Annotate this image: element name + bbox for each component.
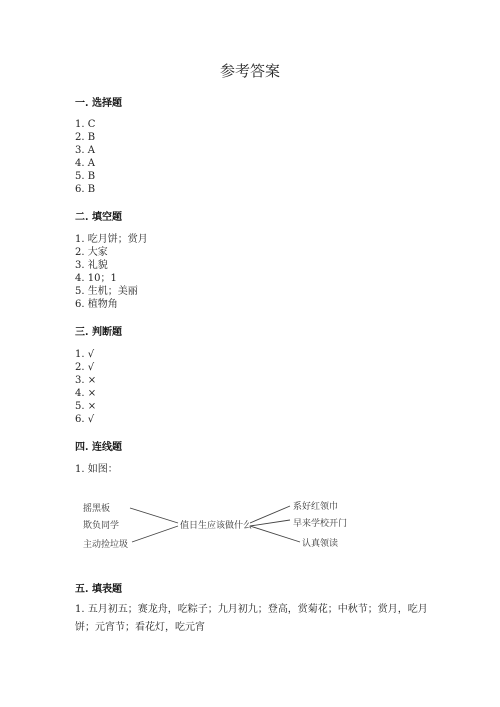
answer-item: 2. B (75, 132, 96, 143)
section-heading-true-false: 三. 判断题 (75, 327, 122, 338)
answer-item: 5. 生机；美丽 (75, 286, 138, 297)
left-item: 主动捡垃圾 (83, 540, 129, 550)
answer-item: 4. × (75, 388, 97, 399)
answer-item: 1. √ (75, 349, 95, 360)
section-heading-matching: 四. 连线题 (75, 442, 122, 453)
right-item: 认真领读 (302, 539, 339, 549)
connector-line (132, 526, 178, 542)
section-heading-table-fill: 五. 填表题 (75, 584, 122, 595)
answer-item: 4. A (75, 158, 95, 169)
answer-item: 3. × (75, 375, 97, 386)
answer-item: 3. 礼貌 (75, 260, 108, 271)
answer-item: 1. C (75, 119, 96, 130)
section-heading-multiple-choice: 一. 选择题 (75, 98, 122, 109)
answer-item: 3. A (75, 145, 95, 156)
section-heading-fill-blank: 二. 填空题 (75, 212, 122, 223)
connector-line (130, 508, 178, 523)
right-item: 早来学校开门 (293, 519, 348, 529)
left-item: 摇黑板 (83, 504, 111, 514)
answer-item: 5. × (75, 401, 97, 412)
answer-item: 1. 如图： (75, 464, 118, 475)
answer-item: 1. 吃月饼；赏月 (75, 234, 148, 245)
answer-item: 2. 大家 (75, 247, 108, 258)
answer-item: 6. B (75, 184, 96, 195)
answer-item: 6. 植物角 (75, 299, 118, 310)
center-item: 值日生应该做什么 (180, 521, 253, 531)
left-item: 欺负同学 (83, 521, 120, 531)
right-item: 系好红领巾 (293, 502, 339, 512)
answer-item: 5. B (75, 171, 96, 182)
answer-item: 6. √ (75, 414, 95, 425)
answer-item: 2. √ (75, 362, 95, 373)
answer-item: 4. 10；1 (75, 273, 117, 284)
page-title: 参考答案 (219, 62, 280, 80)
answer-paragraph: 1. 五月初五；赛龙舟，吃粽子；九月初九；登高，赏菊花；中秋节；赏月，吃月饼；元宵节；看花灯，吃元宵 (75, 604, 428, 633)
